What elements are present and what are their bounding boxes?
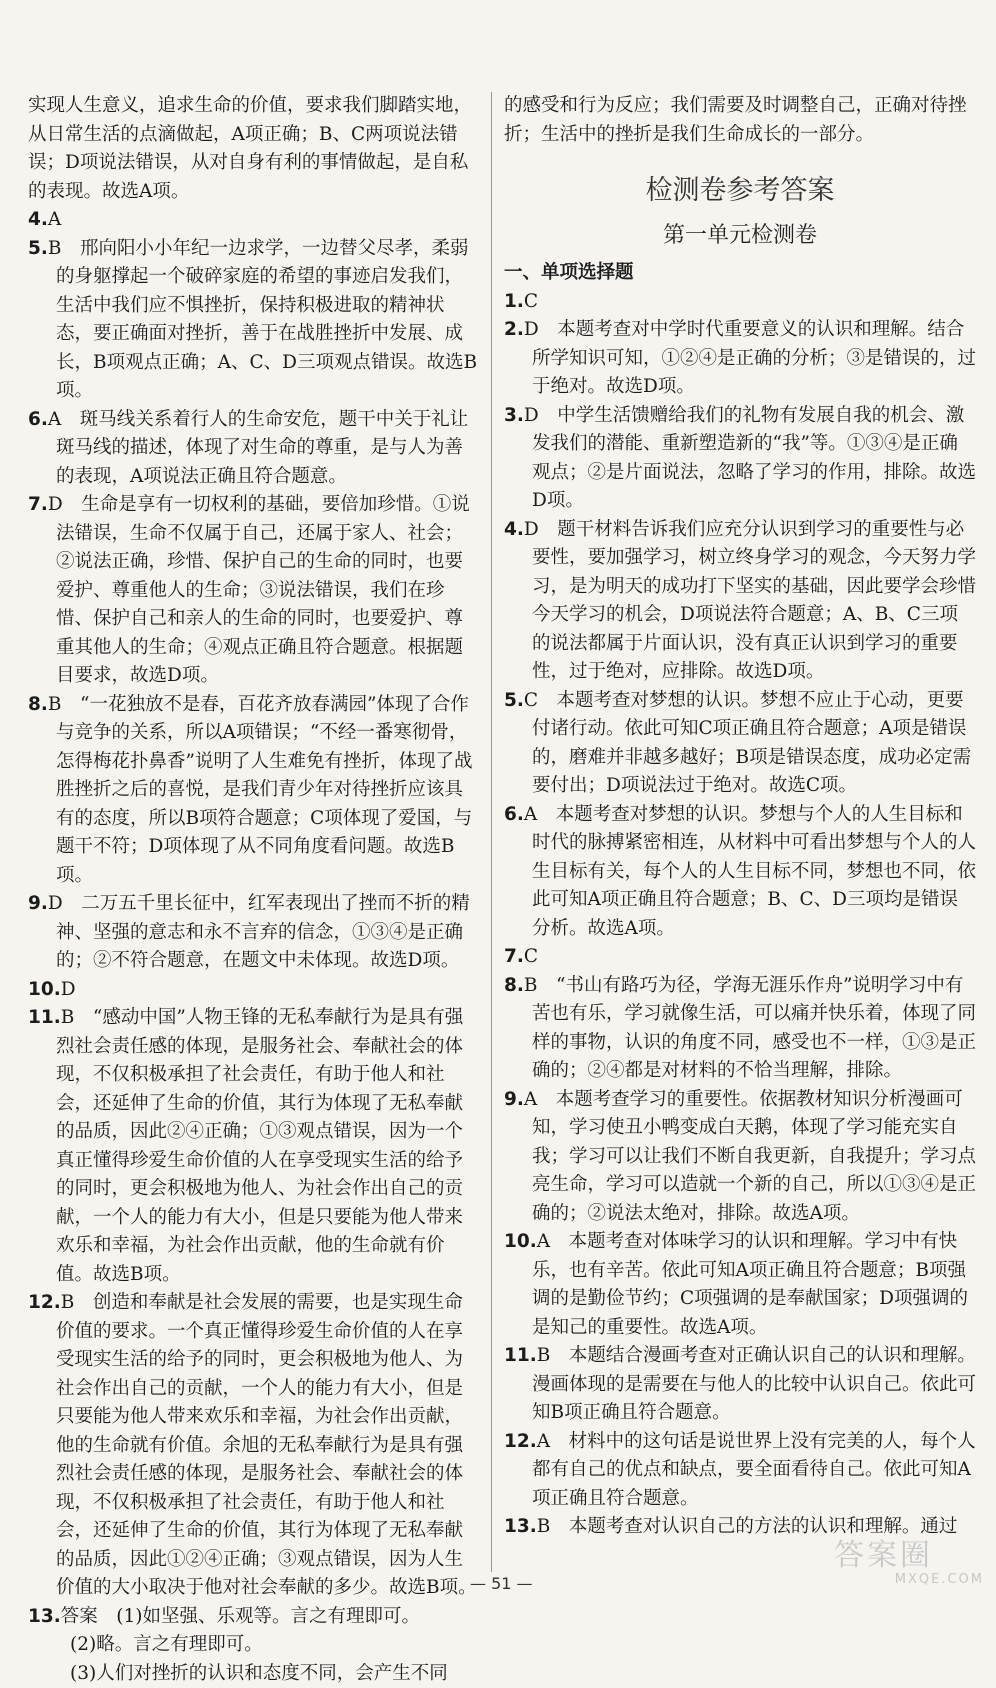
answer-text: B 邢向阳小小年纪一边求学，一边替父尽孝，柔弱的身躯撑起一个破碎家庭的希望的事迹启发我们，生活中我们应不惧挫折，保持积极进取的精神状态，要正确面对挫折，善于在战胜挫折中发展、成长，B项观点正确；A、C、D三项观点错误。故选B项。 xyxy=(48,238,477,402)
left-column xyxy=(28,92,480,1688)
section-heading: 一、单项选择题 xyxy=(504,259,976,288)
answer-number: 6. xyxy=(28,409,48,430)
right-column xyxy=(504,92,976,1542)
answer-text: A xyxy=(48,209,61,230)
answers-title: 检测卷参考答案 xyxy=(504,171,976,211)
answer-item xyxy=(28,976,480,1005)
answer-text: B “一花独放不是春，百花齐放春满园”体现了合作与竞争的关系，所以A项错误；“不经一番寒彻骨，怎得梅花扑鼻香”说明了人生难免有挫折，体现了战胜挫折之后的喜悦，是我们青少年对待挫折应该具有的态度，所以B项符合题意；C项体现了爱国，与题干不符；D项体现了从不同角度看问题。故选B项。 xyxy=(48,694,473,886)
answer-number: 1. xyxy=(504,291,524,312)
answer-text: D 中学生活馈赠给我们的礼物有发展自我的机会、激发我们的潜能、重新塑造新的“我”等。①③④是正确观点；②是片面说法，忽略了学习的作用，排除。故选D项。 xyxy=(524,405,976,512)
answer-item xyxy=(504,316,976,402)
answer-text: D 二万五千里长征中，红军表现出了挫而不折的精神、坚强的意志和永不言弃的信念，①③④是正确的；②不符合题意，在题文中未体现。故选D项。 xyxy=(48,893,470,971)
answer-text: 实现人生意义，追求生命的价值，要求我们脚踏实地，从日常生活的点滴做起，A项正确；B、C两项说法错误；D项说法错误，从对自身有利的事情做起，是自私的表现。故选A项。 xyxy=(28,95,472,202)
answer-text: A 本题考查对体味学习的认识和理解。学习中有快乐，也有辛苦。依此可知A项正确且符合题意；B项强调的是勤俭节约；C项强调的是奉献国家；D项强调的是知己的重要性。故选A项。 xyxy=(532,1231,968,1338)
answer-text: D xyxy=(61,979,76,1000)
answer-number: 12. xyxy=(28,1292,61,1313)
answer-text: B “感动中国”人物王锋的无私奉献行为是具有强烈社会责任感的体现，是服务社会、奉献社会的体现，不仅积极承担了社会责任，有助于他人和社会，还延伸了生命的价值，其行为体现了无私奉献的品质，因此②④正确；①③观点错误，因为一个真正懂得珍爱生命价值的人在享受现实生活的给予的同时，更会积极地为他人、为社会作出自己的贡献，一个人的能力有大小，但是只要能为他人带来欢乐和幸福，为社会作出贡献，他的生命就有价值。故选B项。 xyxy=(56,1007,463,1285)
answer-number: 2. xyxy=(504,319,524,340)
answer-text: C xyxy=(524,291,538,312)
answer-item xyxy=(28,691,480,891)
page-number: — 51 — xyxy=(470,1574,533,1593)
sub-answer: (3)人们对挫折的认识和态度不同，会产生不同 xyxy=(28,1660,480,1688)
answer-number: 11. xyxy=(28,1007,61,1028)
answer-item xyxy=(28,1603,480,1632)
answer-text: D 本题考查对中学时代重要意义的认识和理解。结合所学知识可知，①②④是正确的分析；③是错误的，过于绝对。故选D项。 xyxy=(524,319,976,397)
answer-item xyxy=(504,1228,976,1342)
answer-text: A 本题考查学习的重要性。依据教材知识分析漫画可知，学习使丑小鸭变成白天鹅，体现了学习能充实自我；学习可以让我们不断自我更新，自我提升；学习点亮生命，学习可以造就一个新的自己，所以①③④是正确的；②说法太绝对，排除。故选A项。 xyxy=(524,1089,976,1224)
answer-number: 12. xyxy=(504,1431,537,1452)
answer-number: 8. xyxy=(28,694,48,715)
answer-item xyxy=(504,1086,976,1229)
answer-number: 10. xyxy=(28,979,61,1000)
answer-item xyxy=(504,402,976,516)
right-continuation: 的感受和行为反应；我们需要及时调整自己，正确对待挫折；生活中的挫折是我们生命成长的一部分。 xyxy=(504,92,976,149)
right-items xyxy=(504,288,976,1542)
answer-item xyxy=(28,1004,480,1289)
answer-item xyxy=(504,516,976,687)
answer-item xyxy=(28,491,480,691)
answer-text: D 题干材料告诉我们应充分认识到学习的重要性与必要性，要加强学习，树立终身学习的观念，今天努力学习，是为明天的成功打下坚实的基础，因此要学会珍惜今天学习的机会，D项说法符合题意；A、B、C三项的说法都属于片面认识，没有真正认识到学习的重要性，过于绝对，应排除。故选D项。 xyxy=(524,519,976,683)
answer-text: A 本题考查对梦想的认识。梦想与个人的人生目标和时代的脉搏紧密相连，从材料中可看出梦想与个人的人生目标有关，每个人的人生目标不同，梦想也不同，依此可知A项正确且符合题意；B、C、D三项均是错误分析。故选A项。 xyxy=(524,804,976,939)
answer-text: A 材料中的这句话是说世界上没有完美的人，每个人都有自己的优点和缺点，要全面看待自己。依此可知A项正确且符合题意。 xyxy=(532,1431,976,1509)
answer-item xyxy=(28,206,480,235)
answer-text: B “书山有路巧为径，学海无涯乐作舟”说明学习中有苦也有乐，学习就像生活，可以痛并快乐着，体现了同样的事物，认识的角度不同，感受也不一样，①③是正确的；②④都是对材料的不恰当理解，排除。 xyxy=(524,975,976,1082)
answer-number: 10. xyxy=(504,1231,537,1252)
watermark-logo xyxy=(834,1540,984,1594)
answer-number: 4. xyxy=(28,209,48,230)
answer-text: B 创造和奉献是社会发展的需要，也是实现生命价值的要求。一个真正懂得珍爱生命价值的人在享受现实生活的给予的同时，更会积极地为他人、为社会作出自己的贡献，一个人的能力有大小，但是只要能为他人带来欢乐和幸福，为社会作出贡献，他的生命就有价值。余旭的无私奉献行为是具有强烈社会责任感的体现，是服务社会、奉献社会的体现，不仅积极承担了社会责任，有助于他人和社会，还延伸了生命的价值，其行为体现了无私奉献的品质，因此①②④正确；③观点错误，因为人生价值的大小取决于他对社会奉献的多少。故选B项。 xyxy=(56,1292,477,1598)
answer-number: 4. xyxy=(504,519,524,540)
unit-title: 第一单元检测卷 xyxy=(504,219,976,253)
answer-item xyxy=(504,288,976,317)
answer-item xyxy=(504,1428,976,1514)
answer-number: 8. xyxy=(504,975,524,996)
column-divider xyxy=(491,92,492,1572)
answer-number: 3. xyxy=(504,405,524,426)
answer-number: 9. xyxy=(504,1089,524,1110)
sub-answer: (2)略。言之有理即可。 xyxy=(28,1631,480,1660)
answer-number: 11. xyxy=(504,1345,537,1366)
answer-item xyxy=(28,92,480,206)
answer-number: 5. xyxy=(28,238,48,259)
watermark-text: 答案圈 xyxy=(834,1540,984,1572)
answer-text: D 生命是享有一切权利的基础，要倍加珍惜。①说法错误，生命不仅属于自己，还属于家人、社会；②说法正确，珍惜、保护自己的生命的同时，也要爱护、尊重他人的生命；③说法错误，我们在珍惜、保护自己和亲人的生命的同时，也要爱护、尊重其他人的生命；④观点正确且符合题意。根据题目要求，故选D项。 xyxy=(48,494,470,686)
answer-number: 9. xyxy=(28,893,48,914)
answer-number: 7. xyxy=(504,946,524,967)
answer-number: 6. xyxy=(504,804,524,825)
answer-item xyxy=(28,1289,480,1603)
answer-number: 7. xyxy=(28,494,48,515)
answer-item xyxy=(504,687,976,801)
answer-item xyxy=(504,1342,976,1428)
answer-text: B 本题结合漫画考查对正确认识自己的认识和理解。漫画体现的是需要在与他人的比较中认识自己。依此可知B项正确且符合题意。 xyxy=(532,1345,976,1423)
answer-number: 13. xyxy=(28,1606,61,1627)
answer-text: 答案 (1)如坚强、乐观等。言之有理即可。 xyxy=(61,1606,420,1627)
answer-item xyxy=(504,972,976,1086)
answer-text: A 斑马线关系着行人的生命安危，题干中关于礼让斑马线的描述，体现了对生命的尊重，是与人为善的表现，A项说法正确且符合题意。 xyxy=(48,409,468,487)
answer-text: C 本题考查对梦想的认识。梦想不应止于心动，更要付诸行动。依此可知C项正确且符合题意；A项是错误的，磨难并非越多越好；B项是错误态度，成功必定需要付出；D项说法过于绝对。故选C项。 xyxy=(524,690,971,797)
answer-item xyxy=(28,406,480,492)
answer-item xyxy=(504,943,976,972)
answer-item xyxy=(504,801,976,944)
answer-text: B 本题考查对认识自己的方法的认识和理解。通过 xyxy=(537,1516,958,1537)
watermark-domain: MXQE.COM xyxy=(834,1572,984,1587)
answer-item xyxy=(28,890,480,976)
answer-number: 13. xyxy=(504,1516,537,1537)
answer-item xyxy=(28,235,480,406)
answer-text: C xyxy=(524,946,538,967)
answer-number: 5. xyxy=(504,690,524,711)
